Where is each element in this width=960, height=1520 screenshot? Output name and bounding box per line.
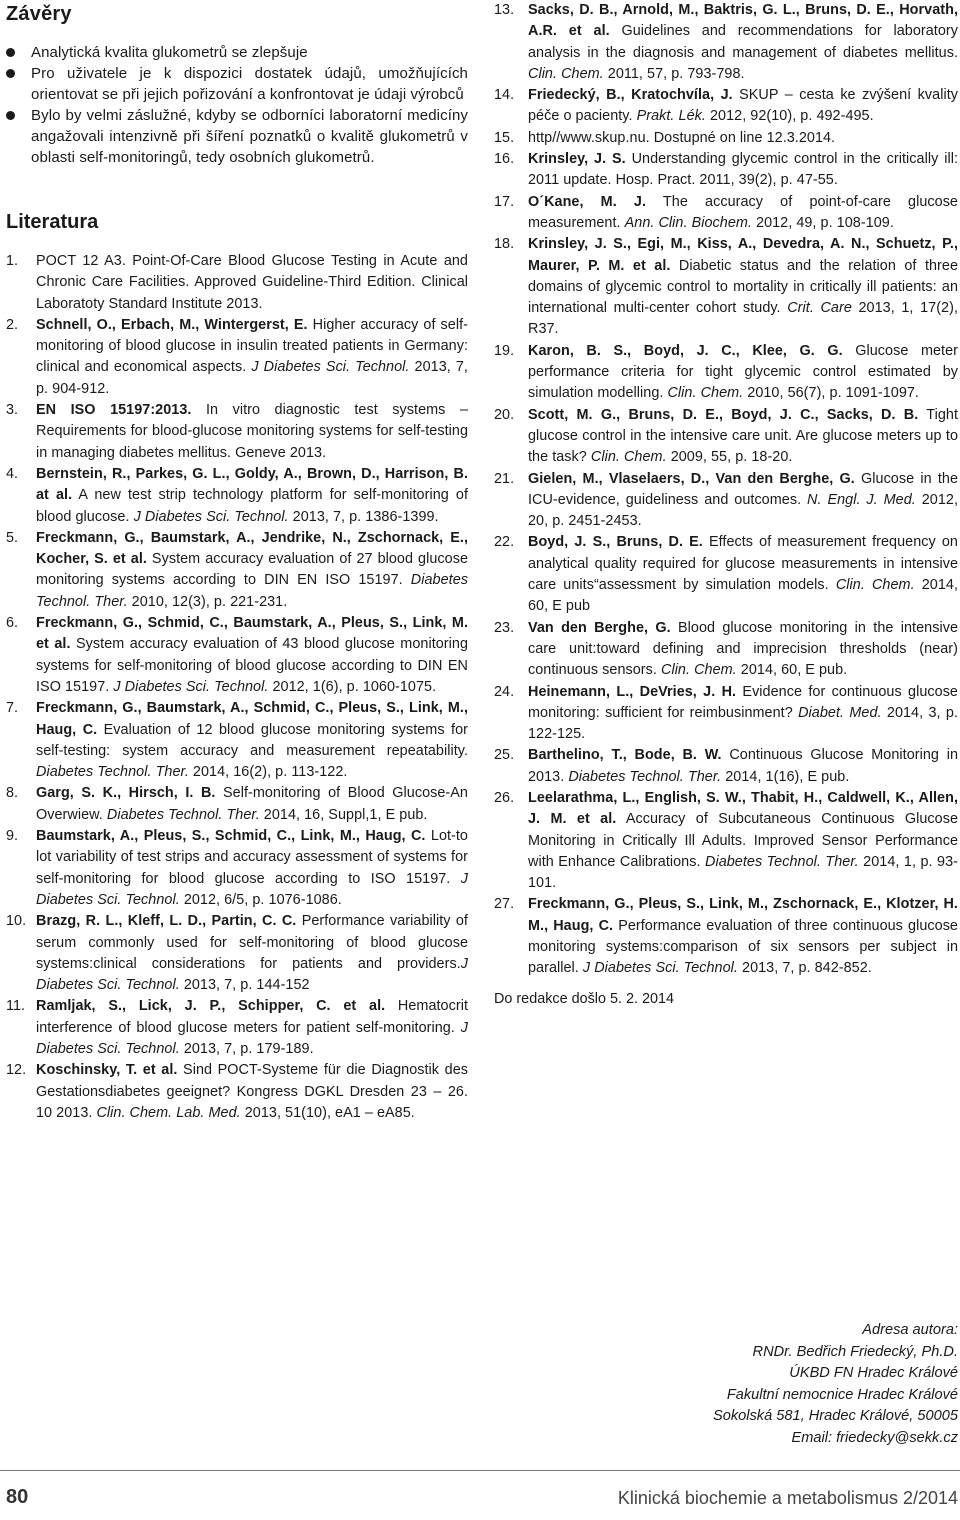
reference-text: POCT 12 A3. Point-Of-Care Blood Glucose Testing in Acute and Chronic Care Facilities. Approved Guideline-Third Edition. Clinical Laboratoty Standard Institute 2013. <box>36 253 468 312</box>
reference-journal: Diabet. Med. <box>798 704 882 721</box>
reference-number: 16. <box>494 151 515 168</box>
reference-authors: Gielen, M., Vlaselaers, D., Van den Berghe, G. <box>528 470 855 487</box>
reference-authors: Barthelino, T., Bode, B. W. <box>528 747 722 764</box>
reference-details: 2014, 1(16), E pub. <box>721 768 850 785</box>
reference-number: 2. <box>6 316 19 333</box>
reference-number: 19. <box>494 342 515 359</box>
reference-number: 23. <box>494 619 515 636</box>
reference-number: 1. <box>6 253 19 269</box>
reference-details: 2011, 57, p. 793-798. <box>603 65 745 82</box>
reference-details: 2013, 7, p. 179-189. <box>179 1040 314 1057</box>
reference-item <box>6 315 468 400</box>
reference-text: Effects of measurement frequency on analytical quality required for glucose measurements in intensive care units“assessment by simulation models. <box>528 534 958 594</box>
reference-text: Diabetic status and the relation of three domains of glycemic control to mortality in critically ill patients: an international multi-center cohort study. <box>528 257 958 317</box>
reference-number: 17. <box>494 193 515 210</box>
reference-details: 2013, 7, p. 904-912. <box>36 359 468 397</box>
reference-journal: N. Engl. J. Med. <box>807 491 916 508</box>
reference-text: Higher accuracy of self-monitoring of blood glucose in insulin treated patients in Germany: clinical and economical aspects. <box>36 316 468 376</box>
reference-number: 13. <box>494 2 515 18</box>
reference-number: 22. <box>494 534 515 551</box>
reference-text: Lot-to lot variability of test strips and accuracy assessment of systems for self-monitoring for blood glucose according to ISO 15197. <box>36 828 468 887</box>
received-date: Do redakce došlo 5. 2. 2014 <box>494 990 675 1007</box>
reference-authors: Scott, M. G., Bruns, D. E., Boyd, J. C., Sacks, D. B. <box>528 406 919 423</box>
conclusion-item <box>6 42 468 63</box>
bullet-dot-icon <box>6 69 15 78</box>
reference-text: Evaluation of 12 blood glucose monitoring systems for self-testing: system accuracy and measurement repeatability. <box>36 721 468 759</box>
reference-text: A new test strip technology platform for self-monitoring of blood glucose. <box>36 487 468 525</box>
reference-journal: J Diabetes Sci. Technol. <box>36 955 468 994</box>
reference-authors: Garg, S. K., Hirsch, I. B. <box>36 785 216 802</box>
references-heading: Literatura <box>6 211 99 233</box>
reference-journal: J Diabetes Sci. Technol. <box>113 678 269 695</box>
reference-item <box>494 405 958 469</box>
reference-authors: Krinsley, J. S. <box>528 151 626 168</box>
reference-authors: Ramljak, S., Lick, J. P., Schipper, C. et al. <box>36 998 386 1015</box>
reference-authors: Koschinsky, T. et al. <box>36 1062 178 1079</box>
reference-journal: J Diabetes Sci. Technol. <box>133 508 289 525</box>
reference-details: 2014, 3, p. 122-125. <box>528 704 959 743</box>
reference-number: 7. <box>6 700 19 717</box>
reference-authors: Freckmann, G., Baumstark, A., Schmid, C., Pleus, S., Link, M., Haug, C. <box>36 700 468 738</box>
reference-journal: Clin. Chem. <box>528 65 604 82</box>
reference-number: 26. <box>494 789 515 806</box>
reference-item <box>6 826 468 911</box>
reference-item <box>494 85 958 128</box>
reference-journal: Clin. Chem. <box>590 449 667 466</box>
reference-text: Accuracy of Subcutaneous Continuous Glucose Monitoring in Critically Ill Adults. Improved Sensor Performance with Enhance Calibrations. <box>528 811 958 870</box>
bullet-dot-icon <box>6 48 15 57</box>
conclusion-item <box>6 63 468 105</box>
reference-item <box>494 128 958 149</box>
reference-authors: Brazg, R. L., Kleff, L. D., Partin, C. C. <box>36 913 297 930</box>
journal-name: Klinická biochemie a metabolismus 2/2014 <box>617 1488 958 1508</box>
reference-item <box>6 528 468 613</box>
references-list-right <box>494 0 958 980</box>
reference-authors: Karon, B. S., Boyd, J. C., Klee, G. G. <box>528 342 843 359</box>
reference-number: 8. <box>6 785 19 802</box>
reference-text: Blood glucose monitoring in the intensive care unit:toward defining and imprecision thresholds (near) continuous sensors. <box>528 619 958 679</box>
reference-journal: Clin. Chem. <box>835 577 915 594</box>
reference-details: 2012, 49, p. 108-109. <box>751 214 894 231</box>
reference-item <box>494 341 958 405</box>
footer-divider <box>0 1470 960 1471</box>
reference-item <box>6 251 468 315</box>
reference-item <box>494 618 958 682</box>
reference-authors: Leelarathma, L., English, S. W., Thabit, H., Caldwell, K., Allen, J. M. et al. <box>528 789 958 828</box>
reference-text: Continuous Glucose Monitoring in 2013. <box>528 747 958 785</box>
page-number: 80 <box>6 1486 29 1508</box>
conclusion-text: Pro uživatele je k dispozici dostatek údajů, umožňujících orientovat se při jejich pořizování a konfrontovat je údaji výrobců <box>31 65 468 103</box>
reference-text: Guidelines and recommendations for laboratory analysis in the diagnosis and management of diabetes mellitus. <box>528 23 958 61</box>
reference-details: 2014, 16, Suppl,1, E pub. <box>259 806 428 823</box>
reference-item <box>6 698 468 783</box>
reference-number: 21. <box>494 470 515 487</box>
reference-item <box>6 400 468 464</box>
author-hospital: Fakultní nemocnice Hradec Králové <box>726 1386 958 1403</box>
reference-text: Tight glucose control in the intensive care unit. Are glucose meters up to the task? <box>528 406 958 466</box>
reference-item <box>494 532 958 617</box>
reference-number: 9. <box>6 828 19 845</box>
reference-item <box>6 1060 468 1124</box>
reference-number: 5. <box>6 529 19 546</box>
reference-number: 10. <box>6 913 27 930</box>
reference-item <box>6 464 468 528</box>
reference-authors: Freckmann, G., Schmid, C., Baumstark, A., Pleus, S., Link, M. et al. <box>36 615 468 653</box>
reference-details: 2014, 1, p. 93-101. <box>528 853 959 892</box>
reference-item <box>494 149 958 192</box>
conclusions-list <box>6 42 468 168</box>
reference-item <box>494 745 958 788</box>
reference-details: 2012, 92(10), p. 492-495. <box>705 108 874 125</box>
reference-item <box>6 911 468 996</box>
reference-journal: Diabetes Technol. Ther. <box>36 764 189 781</box>
reference-text: Evidence for continuous glucose monitoring: sufficient for reimbusinment? <box>528 683 958 721</box>
reference-journal: J Diabetes Sci. Technol. <box>36 1019 468 1057</box>
reference-details: 2014, 60, E pub. <box>736 662 848 679</box>
reference-authors: Baumstark, A., Pleus, S., Schmid, C., Link, M., Haug, C. <box>36 828 426 845</box>
author-address <box>713 1320 958 1449</box>
reference-number: 14. <box>494 87 515 104</box>
author-email: Email: friedecky@sekk.cz <box>791 1429 958 1446</box>
reference-text: The accuracy of point-of-care glucose measurement. <box>528 193 958 231</box>
author-street: Sokolská 581, Hradec Králové, 50005 <box>712 1408 958 1424</box>
reference-item <box>494 192 958 235</box>
reference-journal: Prakt. Lék. <box>636 108 706 125</box>
reference-item <box>494 234 958 340</box>
reference-item <box>6 996 468 1060</box>
right-column <box>494 0 958 1010</box>
reference-text: Glucose in the ICU-evidence, guideliness and outcomes. <box>528 470 959 508</box>
reference-text: System accuracy evaluation of 43 blood glucose monitoring systems for self-monitoring of blood glucose according to DIN EN ISO 15197. <box>36 636 468 695</box>
reference-journal: J Diabetes Sci. Technol. <box>251 359 410 376</box>
reference-item <box>494 682 958 746</box>
reference-item <box>494 0 958 85</box>
reference-details: 2014, 16(2), p. 113-122. <box>188 764 348 781</box>
reference-journal: Diabetes Technol. Ther. <box>36 572 468 610</box>
author-department: ÚKBD FN Hradec Králové <box>789 1365 958 1381</box>
reference-details: 2013, 1, 17(2), R37. <box>528 300 958 338</box>
reference-number: 6. <box>6 615 19 632</box>
reference-details: 2010, 56(7), p. 1091-1097. <box>743 385 919 402</box>
reference-details: 2009, 55, p. 18-20. <box>666 449 793 466</box>
reference-details: 2013, 7, p. 144-152 <box>179 977 310 994</box>
reference-authors: Sacks, D. B., Arnold, M., Baktris, G. L., Bruns, D. E., Horvath, A.R. et al. <box>528 2 958 40</box>
reference-text: In vitro diagnostic test systems – Requirements for blood-glucose monitoring systems for self-testing in managing diabetes mellitus. Geneve 2013. <box>36 402 468 461</box>
reference-journal: Clin. Chem. Lab. Med. <box>96 1104 241 1121</box>
reference-authors: Boyd, J. S., Bruns, D. E. <box>528 534 703 551</box>
reference-item <box>494 788 958 894</box>
reference-journal: Diabetes Technol. Ther. <box>106 806 260 823</box>
reference-authors: Van den Berghe, G. <box>528 619 671 636</box>
reference-number: 15. <box>494 129 515 146</box>
reference-authors: Bernstein, R., Parkes, G. L., Goldy, A., Brown, D., Harrison, B. at al. <box>36 465 468 504</box>
reference-details: 2012, 6/5, p. 1076-1086. <box>179 891 342 908</box>
conclusion-text: Bylo by velmi záslužné, kdyby se odborníci laboratorní medicíny angažovali intenzivně při šíření poznatků o kvalitě glukometrů v oblasti self-monitoringů, tedy osobních glukometrů. <box>31 107 468 166</box>
author-name: RNDr. Bedřich Friedecký, Ph.D. <box>752 1343 958 1360</box>
reference-text: Performance evaluation of three continuous glucose monitoring systems:comparison of six sensors per subject in parallel. <box>528 917 958 977</box>
reference-number: 24. <box>494 683 515 700</box>
reference-text: Glucose meter performance criteria for tight glycemic control estimated by simulation modelling. <box>528 342 959 402</box>
reference-authors: EN ISO 15197:2013. <box>36 402 192 419</box>
reference-journal: J Diabetes Sci. Technol. <box>36 870 468 908</box>
reference-authors: Schnell, O., Erbach, M., Wintergerst, E. <box>36 316 308 333</box>
reference-details: 2010, 12(3), p. 221-231. <box>127 593 288 610</box>
reference-details: 2013, 7, p. 842-852. <box>737 960 872 977</box>
reference-number: 20. <box>494 406 515 423</box>
reference-number: 11. <box>6 998 26 1015</box>
conclusion-text: Analytická kvalita glukometrů se zlepšuje <box>31 44 308 61</box>
reference-text: http//www.skup.nu. Dostupné on line 12.3.2014. <box>528 129 836 146</box>
reference-text: Understanding glycemic control in the critically ill: 2011 update. Hosp. Pract. 2011, 39(2), p. 47-55. <box>528 151 958 189</box>
reference-number: 25. <box>494 747 515 764</box>
reference-authors: Freckmann, G., Baumstark, A., Jendrike, N., Zschornack, E., Kocher, S. et al. <box>36 529 468 568</box>
reference-item <box>494 894 958 979</box>
reference-item <box>6 783 468 826</box>
reference-authors: Krinsley, J. S., Egi, M., Kiss, A., Devedra, A. N., Schuetz, P., Maurer, P. M. et al. <box>528 236 958 274</box>
reference-details: 2012, 1(6), p. 1060-1075. <box>268 678 437 695</box>
reference-authors: Heinemann, L., DeVries, J. H. <box>528 683 737 700</box>
reference-number: 3. <box>6 402 19 419</box>
reference-details: 2012, 20, p. 2451-2453. <box>528 491 959 530</box>
reference-text: Hematocrit interference of blood glucose meters for patient self-monitoring. <box>36 998 468 1036</box>
address-label: Adresa autora: <box>862 1322 958 1338</box>
reference-text: Sind POCT-Systeme für die Diagnostik des Gestationsdiabetes geeignet? Kongress DGKL Dresden 23 – 26. 10 2013. <box>36 1062 468 1121</box>
references-list-left <box>6 251 468 1124</box>
reference-item <box>6 613 468 698</box>
reference-number: 12. <box>6 1062 27 1079</box>
bullet-dot-icon <box>6 111 15 120</box>
reference-journal: Clin. Chem. <box>667 385 744 402</box>
conclusion-item <box>6 105 468 168</box>
conclusions-heading: Závěry <box>6 3 72 25</box>
reference-authors: O´Kane, M. J. <box>528 193 647 210</box>
reference-details: 2013, 7, p. 1386-1399. <box>288 508 439 525</box>
reference-text: SKUP – cesta ke zvýšení kvality péče o pacienty. <box>528 87 958 125</box>
reference-journal: Ann. Clin. Biochem. <box>624 214 752 231</box>
reference-details: 2013, 51(10), eA1 – eA85. <box>240 1104 415 1121</box>
reference-text: System accuracy evaluation of 27 blood glucose monitoring systems according to DIN EN ISO 15197. <box>36 551 468 589</box>
reference-details: 2014, 60, E pub <box>528 577 959 615</box>
reference-journal: Clin. Chem. <box>661 662 737 679</box>
reference-number: 27. <box>494 896 515 913</box>
left-column <box>6 0 468 1124</box>
reference-journal: Diabetes Technol. Ther. <box>705 853 859 870</box>
reference-text: Self-monitoring of Blood Glucose-An Overwiew. <box>36 785 468 823</box>
reference-text: Performance variability of serum commonly used for self-monitoring of blood glucose systems:clinical considerations for patients and providers. <box>36 913 468 972</box>
reference-number: 18. <box>494 236 515 253</box>
reference-item <box>494 469 958 533</box>
reference-journal: J Diabetes Sci. Technol. <box>582 960 738 977</box>
reference-journal: Crit. Care <box>787 300 852 317</box>
reference-authors: Freckmann, G., Pleus, S., Link, M., Zschornack, E., Klotzer, H. M., Haug, C. <box>528 896 958 934</box>
reference-number: 4. <box>6 465 19 482</box>
reference-authors: Friedecký, B., Kratochvíla, J. <box>528 87 733 104</box>
reference-journal: Diabetes Technol. Ther. <box>568 768 722 785</box>
